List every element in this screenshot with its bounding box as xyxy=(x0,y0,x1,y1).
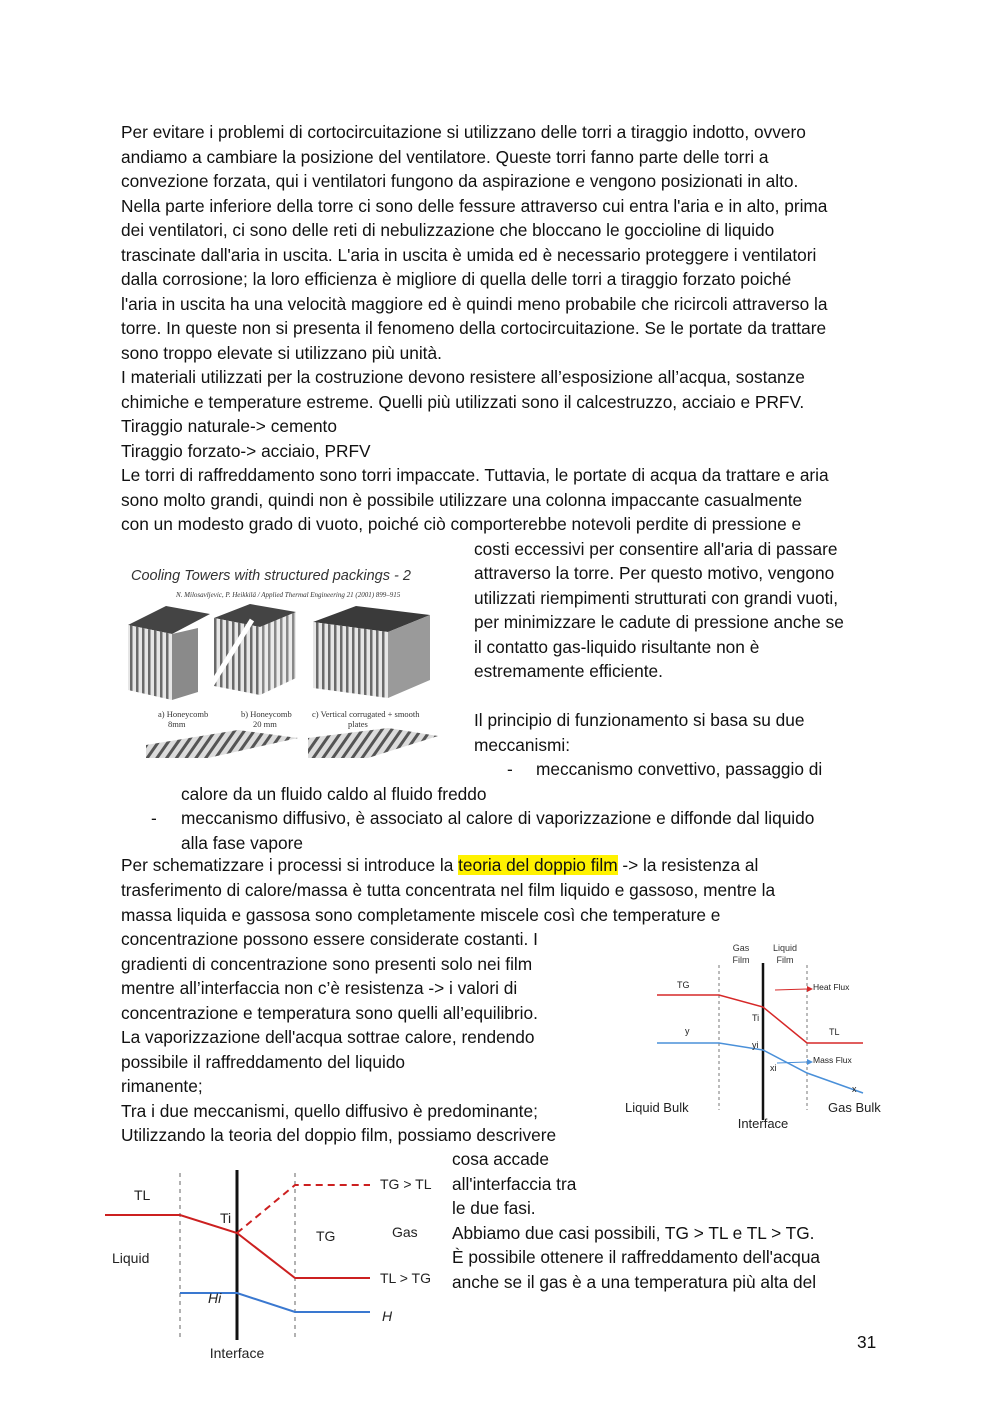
text-line: Per evitare i problemi di cortocircuitazione si utilizzano delle torri a tiraggio indotto, ovvero xyxy=(121,122,806,142)
text-line: trascinate dall'aria in uscita. L'aria in uscita è umida ed è necessario proteggere i ventilatori xyxy=(121,244,817,265)
text-line: Le torri di raffreddamento sono torri impaccate. Tuttavia, le portate di acqua da trattare e aria xyxy=(121,465,829,485)
xi-label: xi xyxy=(770,1063,777,1073)
text-line: attraverso la torre. Per questo motivo, vengono xyxy=(474,563,835,583)
text-line: Tiraggio naturale-> cemento xyxy=(121,416,337,436)
concentration-profile xyxy=(657,1043,863,1093)
liquid-film-label: Film xyxy=(776,955,794,965)
text-line: Il principio di funzionamento si basa su due xyxy=(474,710,805,730)
highlighted-term: teoria del doppio film xyxy=(458,855,618,875)
text-line: per minimizzare le cadute di pressione anche se xyxy=(474,612,844,632)
gas-label: Gas xyxy=(392,1224,418,1240)
text-line: utilizzati riempimenti strutturati con grandi vuoti, xyxy=(474,587,839,608)
packing-figure xyxy=(118,560,450,758)
yi-label: yi xyxy=(752,1040,759,1050)
caption-c-line: plates xyxy=(348,719,368,729)
interface-temperature-diagram xyxy=(100,1165,440,1365)
text-line: Abbiamo due casi possibili, TG > TL e TL > TG. xyxy=(452,1222,815,1243)
caption-b-line: b) Honeycomb xyxy=(241,709,292,719)
ti-label: Ti xyxy=(752,1013,760,1023)
list-item: meccanismo convettivo, passaggio di xyxy=(536,759,823,779)
interface-label: Interface xyxy=(209,1345,265,1361)
caption-a xyxy=(158,709,208,729)
text-line: rimanente; xyxy=(121,1076,203,1096)
h-label: H xyxy=(382,1308,393,1324)
tl-gt-tg-label: TL > TG xyxy=(380,1270,431,1286)
text-line: anche se il gas è a una temperatura più alta del xyxy=(452,1271,817,1292)
y-label: y xyxy=(685,1026,690,1036)
text-line: Nella parte inferiore della torre ci sono delle fessure attraverso cui entra l'aria e in alto, prima xyxy=(121,195,828,216)
film-intro-line xyxy=(121,853,758,877)
liquid-label: Liquid xyxy=(112,1250,150,1266)
text-line: mentre all’interfaccia non c’è resistenza -> i valori di xyxy=(121,978,518,998)
text-line: costi eccessivi per consentire all'aria di passare xyxy=(474,538,838,559)
tg-gt-tl-label: TG > TL xyxy=(380,1176,432,1192)
text-line: gradienti di concentrazione sono presenti solo nei film xyxy=(121,953,533,974)
caption-b-line: 20 mm xyxy=(253,719,277,729)
text-line: I materiali utilizzati per la costruzione devono resistere all’esposizione all’acqua, sostanze xyxy=(121,367,805,387)
heat-flux-label: Heat Flux xyxy=(813,982,850,992)
text-line: concentrazione possono essere considerate costanti. I xyxy=(121,929,538,949)
mass-flux-arrow xyxy=(777,1062,807,1063)
text-line: Tiraggio forzato-> acciaio, PRFV xyxy=(121,440,371,461)
hi-label: Hi xyxy=(208,1290,222,1306)
caption-a-line: 8mm xyxy=(168,719,186,729)
caption-c xyxy=(312,709,420,729)
text-line: le due fasi. xyxy=(452,1198,536,1218)
text-line: Utilizzando la teoria del doppio film, possiamo descrivere xyxy=(121,1125,557,1145)
temperature-profile-tg-gt-tl xyxy=(237,1185,370,1233)
tl-label: TL xyxy=(134,1187,151,1203)
list-item: calore da un fluido caldo al fluido freddo xyxy=(181,783,487,804)
ti-label: Ti xyxy=(220,1210,232,1226)
tg-label: TG xyxy=(677,980,690,990)
film-intro-before: Per schematizzare i processi si introduce la xyxy=(121,855,459,875)
two-film-diagram xyxy=(615,935,895,1135)
text-line: Tra i due meccanismi, quello diffusivo è predominante; xyxy=(121,1100,538,1121)
text-line: La vaporizzazione dell'acqua sottrae calore, rendendo xyxy=(121,1027,535,1047)
bullet-dash: - xyxy=(151,808,157,828)
tg-label: TG xyxy=(316,1228,336,1244)
text-line: all'interfaccia tra xyxy=(452,1173,577,1194)
text-line: concentrazione e temperatura sono quelli all’equilibrio. xyxy=(121,1002,538,1023)
text-line: estremamente efficiente. xyxy=(474,661,663,681)
text-line: torre. In queste non si presenta il fenomeno della cortocircuitazione. Se le portate da trattare xyxy=(121,318,827,338)
caption-a-line: a) Honeycomb xyxy=(158,709,209,719)
text-line: possibile il raffreddamento del liquido xyxy=(121,1051,406,1072)
text-line: convezione forzata, qui i ventilatori fungono da aspirazione e vengono posizionati in alto. xyxy=(121,171,799,191)
liquid-bulk-label: Liquid Bulk xyxy=(625,1100,689,1115)
text-line: È possibile ottenere il raffreddamento dell'acqua xyxy=(452,1247,821,1267)
gas-bulk-label: Gas Bulk xyxy=(828,1100,881,1115)
figure-title: Cooling Towers with structured packings - 2 xyxy=(131,568,411,584)
caption-b xyxy=(241,709,292,729)
text-line: massa liquida e gassosa sono completamente miscele così che temperature e xyxy=(121,904,721,925)
text-line: con un modesto grado di vuoto, poiché ciò comporterebbe notevoli perdite di pressione e xyxy=(121,514,802,534)
text-line: il contatto gas-liquido risultante non è xyxy=(474,636,760,657)
list-item: meccanismo diffusivo, è associato al calore di vaporizzazione e diffonde dal liquido xyxy=(181,808,815,828)
text-line: trasferimento di calore/massa è tutta concentrata nel film liquido e gassoso, mentre la xyxy=(121,880,776,900)
text-line: andiamo a cambiare la posizione del ventilatore. Queste torri fanno parte delle torri a xyxy=(121,146,769,167)
gas-film-label: Gas xyxy=(732,943,750,953)
text-line: chimiche e temperature estreme. Quelli più utilizzati sono il calcestruzzo, acciaio e PRFV. xyxy=(121,391,805,412)
interface-label: Interface xyxy=(737,1116,789,1131)
liquid-film-label: Liquid xyxy=(772,943,798,953)
caption-c-line: c) Vertical corrugated + smooth xyxy=(312,709,420,719)
film-intro-after: -> la resistenza al xyxy=(617,855,759,875)
list-item: alla fase vapore xyxy=(181,832,304,853)
bullet-dash: - xyxy=(507,759,513,779)
text-line: meccanismi: xyxy=(474,734,571,755)
text-line: sono troppo elevate si utilizzano più unità. xyxy=(121,342,442,363)
text-line: dei ventilatori, ci sono delle reti di nebulizzazione che bloccano le goccioline di liquido xyxy=(121,220,775,240)
text-line: dalla corrosione; la loro efficienza è migliore di quella delle torri a tiraggio forzato poiché xyxy=(121,269,792,289)
tl-label: TL xyxy=(829,1027,840,1037)
gas-film-label: Film xyxy=(732,955,750,965)
page-number: 31 xyxy=(857,1332,877,1352)
text-line: cosa accade xyxy=(452,1149,550,1169)
mass-flux-label: Mass Flux xyxy=(813,1055,852,1065)
heat-flux-arrow xyxy=(775,989,807,990)
text-line: l'aria in uscita ha una velocità maggiore ed è quindi meno probabile che ricircoli attraverso la xyxy=(121,293,828,314)
text-line: sono molto grandi, quindi non è possibile utilizzare una colonna impaccante casualmente xyxy=(121,489,803,510)
x-label: x xyxy=(852,1084,857,1094)
figure-citation: N. Milosavljevic, P. Heikkilä / Applied Thermal Engineering 21 (2001) 899–915 xyxy=(176,591,401,599)
